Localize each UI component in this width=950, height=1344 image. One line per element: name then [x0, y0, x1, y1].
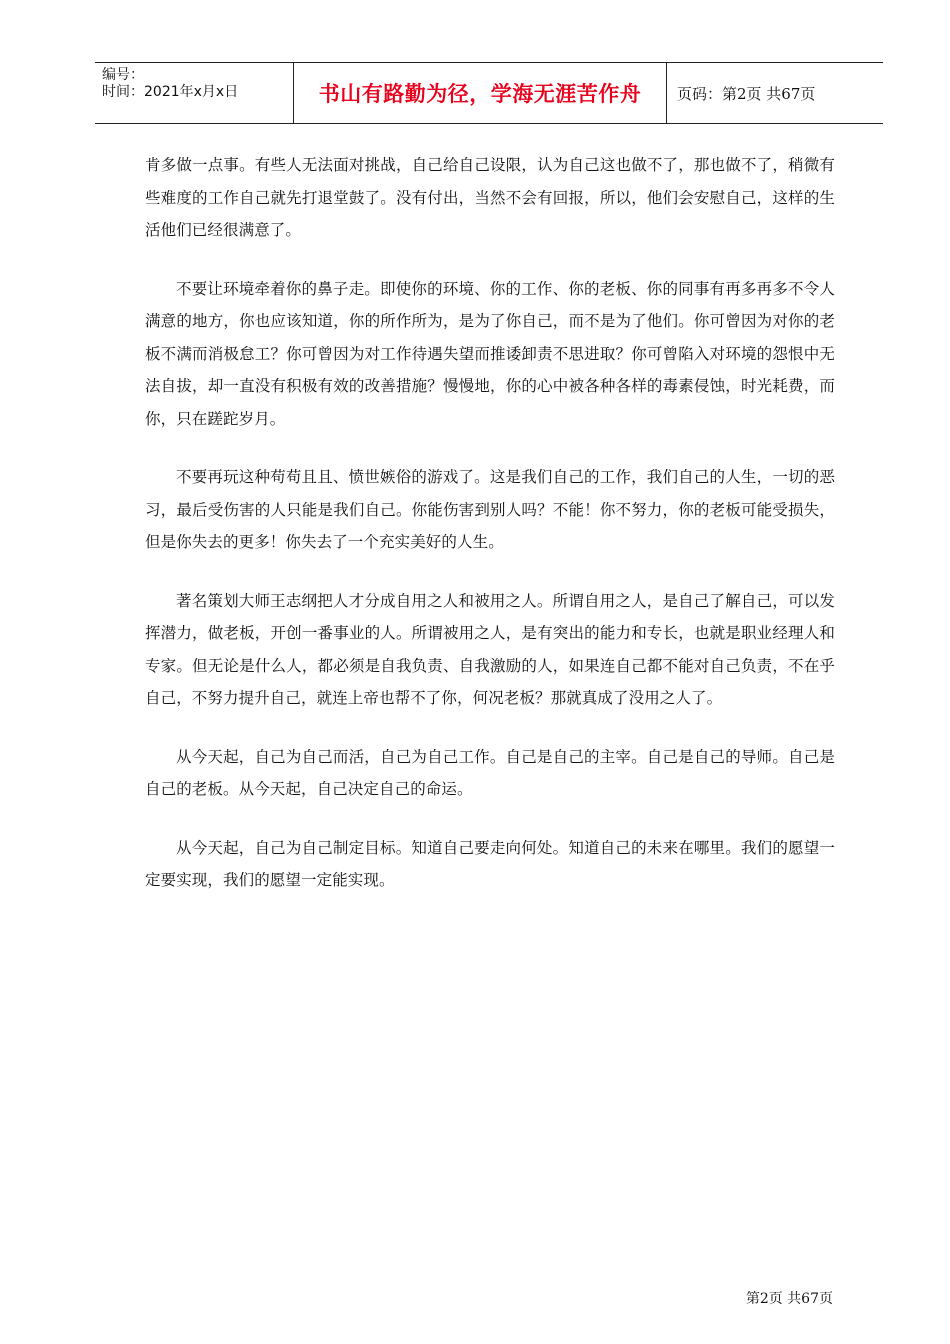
document-number-label: 编号：	[102, 67, 144, 83]
header-motto: 书山有路勤为径，学海无涯苦作舟	[294, 63, 667, 123]
body-paragraph: 从今天起，自己为自己而活，自己为自己工作。自己是自己的主宰。自己是自己的导师。自己是自己的老板。从今天起，自己决定自己的命运。	[145, 747, 835, 798]
body-paragraph: 不要让环境牵着你的鼻子走。即使你的环境、你的工作、你的老板、你的同事有再多再多不令人满意的地方，你也应该知道，你的所作所为，是为了你自己，而不是为了他们。你可曾因为对你的老板不满而消极怠工？你可曾因为对工作待遇失望而推诿卸责不思进取？你可曾陷入对环境的怨恨中无法自拔，却一直没有积极有效的改善措施？慢慢地，你的心中被各种各样的毒素侵蚀，时光耗费，而你，只在蹉跎岁月。	[145, 279, 835, 428]
body-paragraph: 从今天起，自己为自己制定目标。知道自己要走向何处。知道自己的未来在哪里。我们的愿望一定要实现，我们的愿望一定能实现。	[145, 838, 835, 889]
document-body	[145, 149, 835, 923]
page-header	[95, 62, 883, 124]
body-paragraph: 著名策划大师王志纲把人才分成自用之人和被用之人。所谓自用之人，是自己了解自己，可以发挥潜力，做老板，开创一番事业的人。所谓被用之人，是有突出的能力和专长，也就是职业经理人和专家。但无论是什么人，都必须是自我负责、自我激励的人，如果连自己都不能对自己负责，不在乎自己，不努力提升自己，就连上帝也帮不了你，何况老板？那就真成了没用之人了。	[145, 591, 835, 707]
document-time-label: 时间：2021年x月x日	[102, 84, 239, 100]
header-meta	[95, 63, 294, 123]
header-page-number: 页码：第2页 共67页	[677, 84, 816, 103]
footer-page-number: 第2页 共67页	[745, 1291, 833, 1307]
body-paragraph: 不要再玩这种苟苟且且、愤世嫉俗的游戏了。这是我们自己的工作，我们自己的人生，一切的恶习，最后受伤害的人只能是我们自己。你能伤害到别人吗？不能！你不努力，你的老板可能受损失，但是你失去的更多！你失去了一个充实美好的人生。	[145, 468, 835, 551]
body-paragraph: 肯多做一点事。有些人无法面对挑战，自己给自己设限，认为自己这也做不了，那也做不了，稍微有些难度的工作自己就先打退堂鼓了。没有付出，当然不会有回报，所以，他们会安慰自己，这样的生活他们已经很满意了。	[145, 156, 835, 239]
